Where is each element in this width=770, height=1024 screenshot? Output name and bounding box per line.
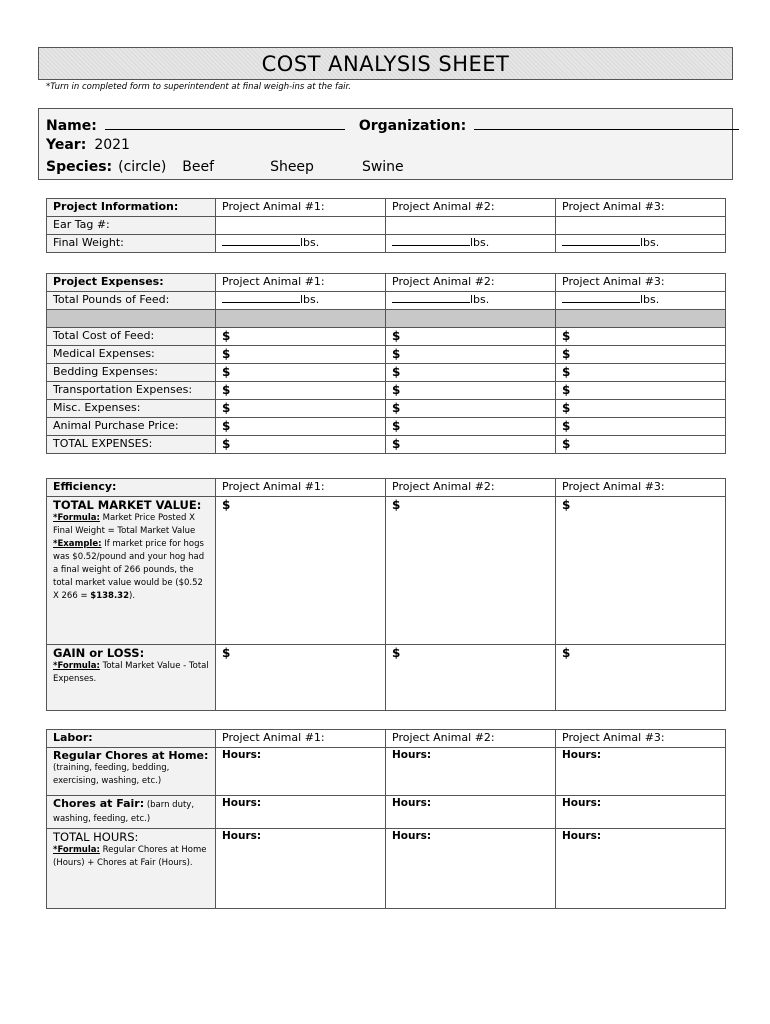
column-header: Project Animal #2: (386, 479, 556, 497)
example-result: $138.32 (90, 591, 129, 601)
regular-chores-hours-cell[interactable]: Hours: (216, 748, 386, 796)
total-hours-cell[interactable]: Hours: (556, 829, 726, 909)
regular-chores-hours-cell[interactable]: Hours: (556, 748, 726, 796)
market-value-label: TOTAL MARKET VALUE: (53, 498, 202, 512)
market-value-label-cell (47, 497, 216, 645)
labor-header: Labor: (47, 730, 216, 748)
expense-cell[interactable]: $ (386, 346, 556, 364)
instruction-note: *Turn in completed form to superintendent at final weigh-ins at the fair. (46, 82, 351, 92)
table-row (47, 730, 726, 748)
gain-loss-cell[interactable]: $ (386, 645, 556, 711)
title-text: COST ANALYSIS SHEET (261, 51, 510, 76)
table-row (47, 364, 726, 382)
table-row (47, 274, 726, 292)
blank-line (562, 293, 640, 303)
gain-loss-label: GAIN or LOSS: (53, 646, 145, 660)
species-option-swine[interactable]: Swine (361, 159, 404, 175)
formula-label: *Formula: (53, 661, 100, 671)
fair-chores-label: Chores at Fair: (53, 797, 145, 810)
expense-cell[interactable]: $ (386, 328, 556, 346)
example-text: If market price for hogs was $0.52/pound and your hog had a final weight of 266 pounds, the total market value would be ($0.52 X 266 = (53, 539, 205, 601)
expense-cell[interactable]: $ (216, 418, 386, 436)
ear-tag-cell[interactable] (386, 217, 556, 235)
fair-chores-label-cell (47, 796, 216, 829)
column-header: Project Animal #2: (386, 199, 556, 217)
feed-pounds-cell[interactable] (556, 292, 726, 310)
blank-line (392, 293, 470, 303)
project-expenses-header: Project Expenses: (47, 274, 216, 292)
table-row (47, 400, 726, 418)
unit-label: lbs. (470, 236, 490, 249)
formula-label: *Formula: (53, 513, 100, 523)
gain-loss-cell[interactable]: $ (556, 645, 726, 711)
unit-label: lbs. (470, 293, 490, 306)
total-expense-cell[interactable]: $ (556, 436, 726, 454)
organization-field[interactable] (474, 116, 739, 130)
efficiency-table (46, 478, 726, 711)
year-label: Year: (46, 137, 87, 153)
blank-line (392, 236, 470, 246)
column-header: Project Animal #3: (556, 199, 726, 217)
regular-chores-label: Regular Chores at Home: (53, 749, 209, 762)
species-row (46, 159, 404, 175)
gain-loss-label-cell (47, 645, 216, 711)
final-weight-cell[interactable] (216, 235, 386, 253)
shaded-cell (556, 310, 726, 328)
gain-loss-cell[interactable]: $ (216, 645, 386, 711)
fair-chores-text (53, 797, 209, 826)
fair-chores-hours-cell[interactable]: Hours: (216, 796, 386, 829)
example-label: *Example: (53, 539, 102, 549)
final-weight-cell[interactable] (386, 235, 556, 253)
expense-label: Total Cost of Feed: (47, 328, 216, 346)
expense-cell[interactable]: $ (556, 382, 726, 400)
expense-label: Bedding Expenses: (47, 364, 216, 382)
expense-cell[interactable]: $ (556, 364, 726, 382)
table-row (47, 382, 726, 400)
column-header: Project Animal #3: (556, 479, 726, 497)
column-header: Project Animal #1: (216, 274, 386, 292)
project-information-header: Project Information: (47, 199, 216, 217)
project-expenses-table (46, 273, 726, 454)
blank-line (222, 293, 300, 303)
table-row (47, 796, 726, 829)
page-title (38, 47, 733, 80)
total-pounds-feed-label: Total Pounds of Feed: (47, 292, 216, 310)
column-header: Project Animal #3: (556, 274, 726, 292)
table-row (47, 479, 726, 497)
feed-pounds-cell[interactable] (216, 292, 386, 310)
shaded-cell (47, 310, 216, 328)
market-value-example (53, 538, 209, 603)
final-weight-cell[interactable] (556, 235, 726, 253)
market-value-cell[interactable]: $ (386, 497, 556, 645)
total-hours-label: TOTAL HOURS: (53, 830, 139, 844)
participant-info-box (38, 108, 733, 180)
table-row (47, 829, 726, 909)
market-value-formula (53, 512, 209, 538)
gain-loss-formula (53, 660, 209, 686)
feed-pounds-cell[interactable] (386, 292, 556, 310)
expense-cell[interactable]: $ (216, 364, 386, 382)
species-option-beef[interactable]: Beef (182, 159, 215, 175)
species-label: Species: (46, 159, 113, 175)
fair-chores-hint: (barn duty, washing, feeding, etc.) (53, 800, 195, 824)
species-option-sheep[interactable]: Sheep (270, 159, 314, 175)
ear-tag-label: Ear Tag #: (47, 217, 216, 235)
formula-text: Regular Chores at Home (Hours) + Chores at Fair (Hours). (53, 845, 207, 868)
total-hours-cell[interactable]: Hours: (216, 829, 386, 909)
example-end: ). (129, 591, 136, 601)
table-row (47, 235, 726, 253)
total-hours-label-cell (47, 829, 216, 909)
total-hours-formula (53, 844, 209, 870)
unit-label: lbs. (300, 293, 320, 306)
unit-label: lbs. (300, 236, 320, 249)
table-row (47, 748, 726, 796)
table-row (47, 418, 726, 436)
column-header: Project Animal #2: (386, 730, 556, 748)
expense-cell[interactable]: $ (556, 328, 726, 346)
table-row (47, 645, 726, 711)
expense-cell[interactable]: $ (216, 382, 386, 400)
expense-cell[interactable]: $ (556, 400, 726, 418)
species-hint: (circle) (118, 159, 167, 175)
blank-line (562, 236, 640, 246)
expense-cell[interactable]: $ (386, 400, 556, 418)
regular-chores-hours-cell[interactable]: Hours: (386, 748, 556, 796)
formula-text: Market Price Posted X Final Weight = Total Market Value (53, 513, 196, 536)
total-hours-cell[interactable]: Hours: (386, 829, 556, 909)
shaded-cell (386, 310, 556, 328)
expense-label: Transportation Expenses: (47, 382, 216, 400)
table-row (47, 199, 726, 217)
total-expense-cell[interactable]: $ (386, 436, 556, 454)
table-row (47, 328, 726, 346)
regular-chores-hint: (training, feeding, bedding, exercising, washing, etc.) (53, 763, 170, 786)
table-row (47, 292, 726, 310)
column-header: Project Animal #1: (216, 730, 386, 748)
regular-chores-label-cell (47, 748, 216, 796)
expense-cell[interactable]: $ (386, 382, 556, 400)
expense-label: Misc. Expenses: (47, 400, 216, 418)
unit-label: lbs. (640, 293, 660, 306)
table-row (47, 436, 726, 454)
ear-tag-cell[interactable] (556, 217, 726, 235)
year-value: 2021 (94, 137, 130, 153)
expense-cell[interactable]: $ (386, 418, 556, 436)
blank-line (222, 236, 300, 246)
market-value-cell[interactable]: $ (556, 497, 726, 645)
fair-chores-hours-cell[interactable]: Hours: (556, 796, 726, 829)
expense-cell[interactable]: $ (216, 346, 386, 364)
name-label: Name: (46, 118, 97, 134)
expense-label: Medical Expenses: (47, 346, 216, 364)
shaded-cell (216, 310, 386, 328)
name-row (46, 116, 739, 134)
labor-table (46, 729, 726, 909)
expense-cell[interactable]: $ (216, 328, 386, 346)
final-weight-label: Final Weight: (47, 235, 216, 253)
project-information-table (46, 198, 726, 253)
formula-text: Total Market Value - Total Expenses. (53, 661, 209, 684)
unit-label: lbs. (640, 236, 660, 249)
table-row (47, 217, 726, 235)
shaded-spacer-row (47, 310, 726, 328)
expense-cell[interactable]: $ (386, 364, 556, 382)
efficiency-header: Efficiency: (47, 479, 216, 497)
column-header: Project Animal #3: (556, 730, 726, 748)
table-row (47, 346, 726, 364)
column-header: Project Animal #2: (386, 274, 556, 292)
expense-label: Animal Purchase Price: (47, 418, 216, 436)
expense-cell[interactable]: $ (556, 418, 726, 436)
market-value-cell[interactable]: $ (216, 497, 386, 645)
table-row (47, 497, 726, 645)
column-header: Project Animal #1: (216, 199, 386, 217)
name-field[interactable] (105, 116, 345, 130)
total-expense-cell[interactable]: $ (216, 436, 386, 454)
fair-chores-hours-cell[interactable]: Hours: (386, 796, 556, 829)
ear-tag-cell[interactable] (216, 217, 386, 235)
total-expenses-label: TOTAL EXPENSES: (47, 436, 216, 454)
formula-label: *Formula: (53, 845, 100, 855)
expense-cell[interactable]: $ (556, 346, 726, 364)
organization-label: Organization: (358, 118, 467, 134)
expense-cell[interactable]: $ (216, 400, 386, 418)
column-header: Project Animal #1: (216, 479, 386, 497)
year-row (46, 137, 130, 153)
